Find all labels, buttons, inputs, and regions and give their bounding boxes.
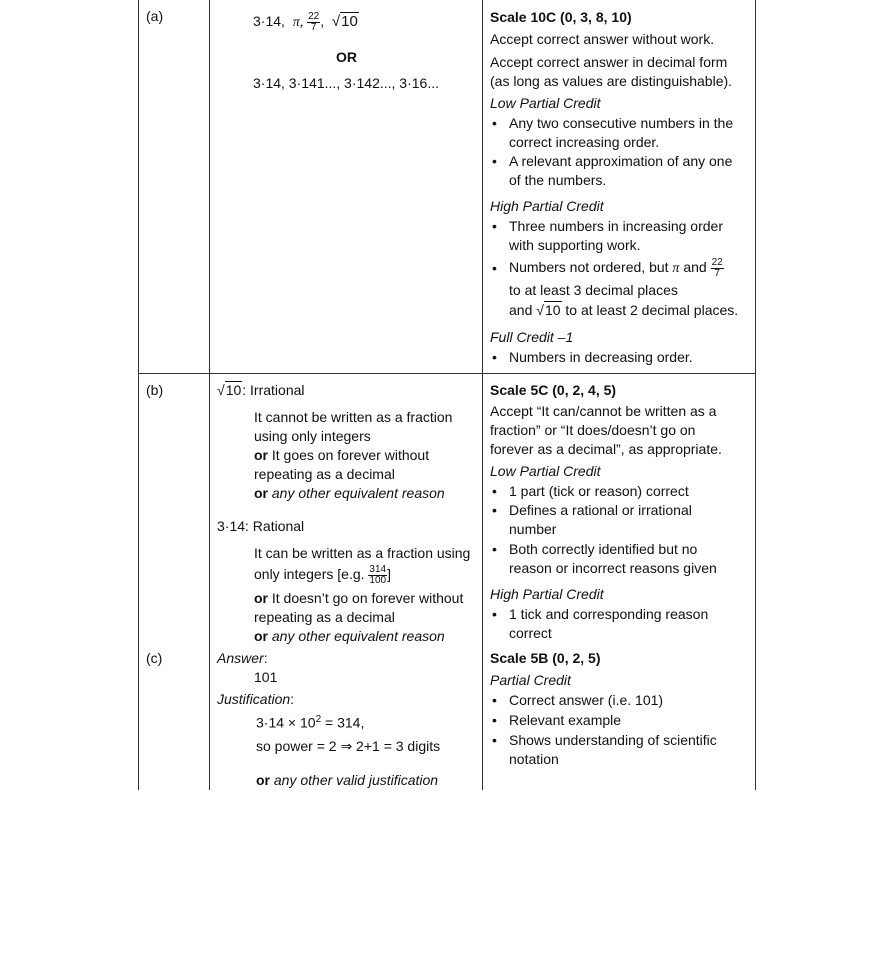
fraction-314-100: $\frac{314}{100}$ xyxy=(369,563,387,586)
part-b-accept-l1: Accept “It can/cannot be written as a xyxy=(490,403,717,419)
part-a-hpc2-l3: and √10 to at least 2 decimal places. xyxy=(509,302,739,318)
part-c-pc3-l1: Shows understanding of scientific xyxy=(509,732,717,748)
part-b-rat3: or any other equivalent reason xyxy=(254,628,445,644)
part-c-eq1: $3\cdot 14 \times 10^2 = 314$, xyxy=(256,714,365,731)
bullet-icon: • xyxy=(492,692,497,708)
bullet-icon: • xyxy=(492,541,497,557)
part-a-values: 3·14, π, $\frac{22}{7}$ , √10 xyxy=(253,6,359,38)
part-b-irr3: or any other equivalent reason xyxy=(254,485,445,501)
part-b-irr2-l2: repeating as a decimal xyxy=(254,466,395,482)
part-a-accept2-l2: (as long as values are distinguishable). xyxy=(490,73,733,89)
part-b-hpc1-l1: 1 tick and corresponding reason xyxy=(509,606,709,622)
part-b-label: (b) xyxy=(146,382,164,398)
part-a-accept2-l1: Accept correct answer in decimal form xyxy=(490,54,728,70)
bullet-icon: • xyxy=(492,606,497,622)
part-c-alt: or any other valid justification xyxy=(256,772,439,788)
part-a-hpc2-l2: to at least 3 decimal places xyxy=(509,282,678,298)
part-a-lpc2-l2: of the numbers. xyxy=(509,172,607,188)
part-a-lpc2-l1: A relevant approximation of any one xyxy=(509,153,733,169)
part-b-lpc1: 1 part (tick or reason) correct xyxy=(509,483,689,499)
part-b-rat2-l2: repeating as a decimal xyxy=(254,609,395,625)
part-c-pc-head: Partial Credit xyxy=(490,672,571,688)
part-c-answer: 101 xyxy=(254,669,278,685)
part-a-hpc-head: High Partial Credit xyxy=(490,198,604,214)
part-b-scale: Scale 5C (0, 2, 4, 5) xyxy=(490,382,617,398)
sqrt-10: √10 xyxy=(331,13,358,30)
sqrt-10: √10 xyxy=(536,302,561,318)
bullet-icon: • xyxy=(492,483,497,499)
part-b-lpc2-l1: Defines a rational or irrational xyxy=(509,502,692,518)
bullet-icon: • xyxy=(492,218,497,234)
fraction-22-7: $\frac{22}{7}$ xyxy=(308,10,320,33)
part-c-pc2: Relevant example xyxy=(509,712,622,728)
table-divider-label xyxy=(209,0,210,790)
part-a-fc1: Numbers in decreasing order. xyxy=(509,349,693,365)
part-c-eq2: so power = 2 ⇒ 2+1 = 3 digits xyxy=(256,738,441,754)
part-b-lpc3-l2: reason or incorrect reasons given xyxy=(509,560,717,576)
part-c-pc3-l2: notation xyxy=(509,751,559,767)
part-a-hpc1-l2: with supporting work. xyxy=(509,237,641,253)
part-b-rat2-l1: or It doesn’t go on forever without xyxy=(254,590,464,606)
part-b-irr2-l1: or It goes on forever without xyxy=(254,447,430,463)
part-a-lpc1-l1: Any two consecutive numbers in the xyxy=(509,115,734,131)
row-divider-a-b xyxy=(138,373,756,374)
part-b-irrational-label: √10: Irrational xyxy=(217,382,305,398)
fraction-22-7: $\frac{22}{7}$ xyxy=(711,256,723,279)
part-b-accept-l3: forever as a decimal”, as appropriate. xyxy=(490,441,722,457)
part-c-pc1: Correct answer (i.e. 101) xyxy=(509,692,664,708)
bullet-icon: • xyxy=(492,502,497,518)
part-b-accept-l2: fraction” or “It does/doesn’t go on xyxy=(490,422,696,438)
part-c-scale: Scale 5B (0, 2, 5) xyxy=(490,650,601,666)
bullet-icon: • xyxy=(492,732,497,748)
part-c-label: (c) xyxy=(146,650,163,666)
table-divider-solution xyxy=(482,0,483,790)
part-b-hpc-head: High Partial Credit xyxy=(490,586,604,602)
part-b-rat1-l2: only integers [e.g. $\frac{314}{100}$ ] xyxy=(254,563,391,586)
part-c-just-head: Justification: xyxy=(217,691,295,707)
part-a-fc-head: Full Credit –1 xyxy=(490,329,574,345)
sqrt-10: √10 xyxy=(217,382,242,398)
part-a-scale: Scale 10C (0, 3, 8, 10) xyxy=(490,9,632,25)
part-b-rational-label: 3·14: Rational xyxy=(217,518,305,534)
part-b-irr1-l1: It cannot be written as a fraction xyxy=(254,409,453,425)
part-a-lpc-head: Low Partial Credit xyxy=(490,95,601,111)
part-a-lpc1-l2: correct increasing order. xyxy=(509,134,660,150)
part-b-rat1-l1: It can be written as a fraction using xyxy=(254,545,471,561)
part-b-lpc3-l1: Both correctly identified but no xyxy=(509,541,698,557)
table-border-left xyxy=(138,0,139,790)
part-a-hpc1-l1: Three numbers in increasing order xyxy=(509,218,723,234)
bullet-icon: • xyxy=(492,153,497,169)
part-a-accept1: Accept correct answer without work. xyxy=(490,31,715,47)
part-a-decimal-line: 3·14, 3·141..., 3·142..., 3·16... xyxy=(253,75,439,91)
part-b-lpc-head: Low Partial Credit xyxy=(490,463,601,479)
part-c-answer-head: Answer: xyxy=(217,650,268,666)
part-b-hpc1-l2: correct xyxy=(509,625,552,641)
bullet-icon: • xyxy=(492,260,497,276)
part-a-label: (a) xyxy=(146,8,164,24)
bullet-icon: • xyxy=(492,349,497,365)
part-a-hpc2-l1: Numbers not ordered, but π and $\frac{22}{7}$ xyxy=(509,256,723,279)
part-a-or: OR xyxy=(336,49,357,65)
part-b-lpc2-l2: number xyxy=(509,521,557,537)
bullet-icon: • xyxy=(492,712,497,728)
part-b-irr1-l2: using only integers xyxy=(254,428,371,444)
bullet-icon: • xyxy=(492,115,497,131)
table-border-right xyxy=(755,0,756,790)
